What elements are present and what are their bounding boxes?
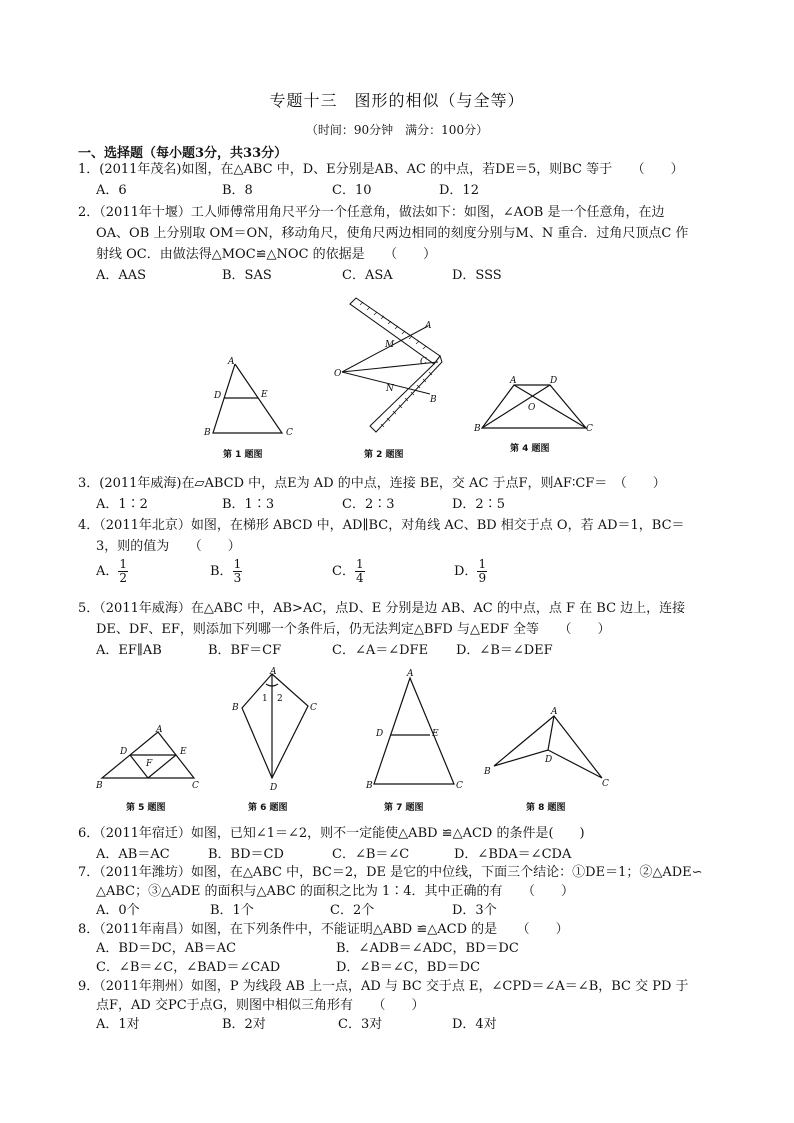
q4-option-d-fraction: $\frac{1}{9}$ bbox=[478, 557, 487, 585]
q4-option-a bbox=[96, 558, 128, 585]
q7-option-a: A．0个 bbox=[96, 903, 140, 918]
page-title: 专题十三 图形的相似（与全等） bbox=[269, 91, 525, 110]
fig6-label-b: B bbox=[232, 703, 239, 713]
ruler-arm-1 bbox=[350, 298, 440, 364]
q5-option-d: D．∠B＝∠DEF bbox=[456, 643, 553, 658]
fig4-label-o: O bbox=[528, 403, 536, 413]
figure-5 bbox=[90, 722, 220, 814]
q4-option-d bbox=[454, 558, 487, 585]
fig4-diagonal-ac bbox=[514, 385, 586, 428]
fig2-label-c: C bbox=[420, 357, 427, 367]
fig6-label-c: C bbox=[310, 703, 317, 713]
figure-4 bbox=[468, 370, 598, 458]
fig5-label-d: D bbox=[120, 747, 128, 757]
fig8-label-b: B bbox=[484, 767, 491, 777]
fig6-label-2: 2 bbox=[277, 694, 283, 704]
q1-option-b: B．8 bbox=[222, 183, 253, 198]
question-1: 1．(2011年茂名)如图，在△ABC 中，D、E分别是AB、AC 的中点，若DE＝5，则BC 等于 （ ） bbox=[78, 162, 684, 177]
fig8-label-d: D bbox=[545, 755, 553, 765]
question-4-line-2: 3，则的值为 （ ） bbox=[96, 539, 241, 554]
fig2-label-b: B bbox=[430, 395, 437, 405]
figure-1 bbox=[190, 355, 310, 460]
question-2-line-1: 2．（2011年十堰）工人师傅常用角尺平分一个任意角，做法如下：如图，∠AOB 是一个任意角，在边 bbox=[78, 205, 665, 220]
fig2-label-a: A bbox=[425, 321, 432, 331]
question-2-line-2: OA、OB 上分别取 OM＝ON，移动角尺，使角尺两边相同的刻度分别与M、N 重合．过角尺顶点C 作 bbox=[96, 226, 689, 241]
question-2-line-3: 射线 OC．由做法得△MOC≌△NOC 的依据是 （ ） bbox=[96, 247, 437, 262]
q5-option-b: B．BF＝CF bbox=[208, 643, 282, 658]
fig4-diagonal-bd bbox=[482, 385, 550, 428]
question-5-line-1: 5．（2011年威海）在△ABC 中，AB>AC，点D、E 分别是边 AB、AC 的中点，点 F 在 BC 边上，连接 bbox=[78, 601, 686, 616]
fig8-caption: 第 8 题图 bbox=[526, 803, 566, 813]
fig7-label-b: B bbox=[366, 781, 373, 791]
q8-option-c: C．∠B＝∠C，∠BAD＝∠CAD bbox=[96, 960, 281, 975]
fig2-label-n: N bbox=[386, 384, 394, 394]
ruler-arm-2 bbox=[370, 356, 442, 432]
q3-option-d: D．2∶5 bbox=[452, 497, 505, 512]
q8-option-a: A．BD＝DC，AB＝AC bbox=[96, 941, 237, 956]
q4-option-c-label: C． bbox=[332, 564, 355, 579]
question-5-line-2: DE、DF、EF，则添加下列哪一个条件后，仍无法判定△BFD 与△EDF 全等 （ ） bbox=[96, 622, 611, 637]
q1-option-d: D．12 bbox=[439, 183, 479, 198]
q6-option-a: A．AB＝AC bbox=[96, 847, 170, 862]
fig7-triangle bbox=[374, 678, 454, 784]
fig1-caption: 第 1 题图 bbox=[223, 450, 263, 460]
fig6-kite bbox=[242, 674, 308, 778]
fig7-label-c: C bbox=[456, 781, 463, 791]
q9-option-b: B．2对 bbox=[222, 1017, 266, 1032]
fig4-label-d: D bbox=[550, 376, 558, 386]
fig2-label-m: M bbox=[385, 340, 395, 350]
fig6-label-d: D bbox=[270, 783, 278, 793]
q2-option-b: B．SAS bbox=[222, 268, 272, 283]
fig6-label-a: A bbox=[270, 667, 277, 677]
fig2-caption: 第 2 题图 bbox=[364, 450, 404, 460]
fig7-caption: 第 7 题图 bbox=[384, 803, 424, 813]
q6-option-c: C．∠B＝∠C bbox=[332, 847, 410, 862]
fig6-label-1: 1 bbox=[262, 694, 268, 704]
q3-option-c: C．2∶3 bbox=[342, 497, 395, 512]
q4-option-b bbox=[210, 558, 242, 585]
fig1-label-b: B bbox=[204, 428, 211, 438]
fig4-label-c: C bbox=[586, 424, 593, 434]
fig6-caption: 第 6 题图 bbox=[248, 803, 288, 813]
fig4-label-a: A bbox=[510, 376, 517, 386]
q1-option-a: A．6 bbox=[96, 183, 127, 198]
fig5-label-c: C bbox=[192, 781, 199, 791]
fig1-label-a: A bbox=[228, 357, 235, 367]
figure-2 bbox=[330, 292, 460, 462]
fig5-label-a: A bbox=[156, 725, 163, 735]
question-7-line-1: 7．（2011年潍坊）如图，在△ABC 中，BC＝2，DE 是它的中位线，下面三个结论：①DE＝1；②△ADE∽ bbox=[78, 865, 703, 880]
figure-7 bbox=[362, 668, 472, 814]
fig5-label-f: F bbox=[146, 759, 153, 769]
fig7-label-d: D bbox=[376, 729, 384, 739]
fig2-label-o: O bbox=[334, 369, 342, 379]
fig8-label-c: C bbox=[602, 779, 609, 789]
fig8-label-a: A bbox=[551, 707, 558, 717]
question-4-line-1: 4．（2011年北京）如图，在梯形 ABCD 中，AD∥BC，对角线 AC、BD 相交于点 O，若 AD＝1，BC＝ bbox=[78, 518, 685, 533]
q3-option-b: B．1∶3 bbox=[222, 497, 275, 512]
q8-option-b: B．∠ADB＝∠ADC，BD＝DC bbox=[336, 941, 519, 956]
page-subtitle: （时间：90分钟 满分：100分） bbox=[305, 123, 489, 137]
q4-option-b-label: B． bbox=[210, 564, 233, 579]
fig5-caption: 第 5 题图 bbox=[126, 803, 166, 813]
fig5-label-e: E bbox=[180, 747, 187, 757]
q2-option-a: A．AAS bbox=[96, 268, 147, 283]
fig1-label-e: E bbox=[261, 390, 268, 400]
q2-option-c: C．ASA bbox=[342, 268, 393, 283]
q4-option-a-fraction: $\frac{1}{2}$ bbox=[119, 557, 128, 585]
figure-6 bbox=[220, 666, 330, 814]
q5-option-a: A．EF∥AB bbox=[96, 643, 162, 658]
q4-option-a-label: A． bbox=[96, 564, 119, 579]
fig4-label-b: B bbox=[474, 424, 481, 434]
figure-8 bbox=[478, 700, 618, 814]
q7-option-b: B．1个 bbox=[210, 903, 254, 918]
q7-option-d: D．3个 bbox=[452, 903, 497, 918]
question-9-line-1: 9．（2011年荆州）如图，P 为线段 AB 上一点，AD 与 BC 交于点 E，∠CPD＝∠A＝∠B，BC 交 PD 于 bbox=[78, 979, 689, 994]
fig5-label-b: B bbox=[96, 781, 103, 791]
section-heading: 一、选择题（每小题3分，共33分） bbox=[78, 146, 288, 161]
fig7-label-a: A bbox=[407, 669, 414, 679]
question-6: 6．（2011年宿迁）如图，已知∠1＝∠2，则不一定能使△ABD ≌△ACD 的条件是( ) bbox=[78, 826, 585, 841]
q6-option-d: D．∠BDA＝∠CDA bbox=[454, 847, 572, 862]
q8-option-d: D．∠B＝∠C，BD＝DC bbox=[336, 960, 481, 975]
fig1-label-c: C bbox=[286, 428, 293, 438]
question-9-line-2: 点F，AD 交PC于点G，则图中相似三角形有 （ ） bbox=[96, 998, 425, 1013]
q2-option-d: D．SSS bbox=[452, 268, 502, 283]
fig4-caption: 第 4 题图 bbox=[510, 444, 550, 454]
q3-option-a: A．1∶2 bbox=[96, 497, 148, 512]
q5-option-c: C．∠A＝∠DFE bbox=[332, 643, 429, 658]
question-3: 3．(2011年威海)在▱ABCD 中，点E为 AD 的中点，连接 BE，交 AC 于点F，则AF∶CF＝ （ ） bbox=[78, 476, 666, 491]
q4-option-d-label: D． bbox=[454, 564, 478, 579]
fig7-label-e: E bbox=[432, 729, 439, 739]
question-7-line-2: △ABC；③△ADE 的面积与△ABC 的面积之比为 1∶4．其中正确的有 （ ） bbox=[96, 884, 574, 899]
fig1-label-d: D bbox=[214, 391, 222, 401]
q9-option-d: D．4对 bbox=[452, 1017, 497, 1032]
fig8-ad bbox=[548, 716, 554, 750]
question-8: 8．（2011年南昌）如图，在下列条件中，不能证明△ABD ≌△ACD 的是 （ ） bbox=[78, 922, 569, 937]
q9-option-c: C．3对 bbox=[338, 1017, 383, 1032]
q4-option-c-fraction: $\frac{1}{4}$ bbox=[355, 557, 364, 585]
q9-option-a: A．1对 bbox=[96, 1017, 140, 1032]
q4-option-b-fraction: $\frac{1}{3}$ bbox=[233, 557, 242, 585]
q6-option-b: B．BD＝CD bbox=[208, 847, 284, 862]
q7-option-c: C．2个 bbox=[330, 903, 375, 918]
q1-option-c: C．10 bbox=[332, 183, 372, 198]
q4-option-c bbox=[332, 558, 365, 585]
